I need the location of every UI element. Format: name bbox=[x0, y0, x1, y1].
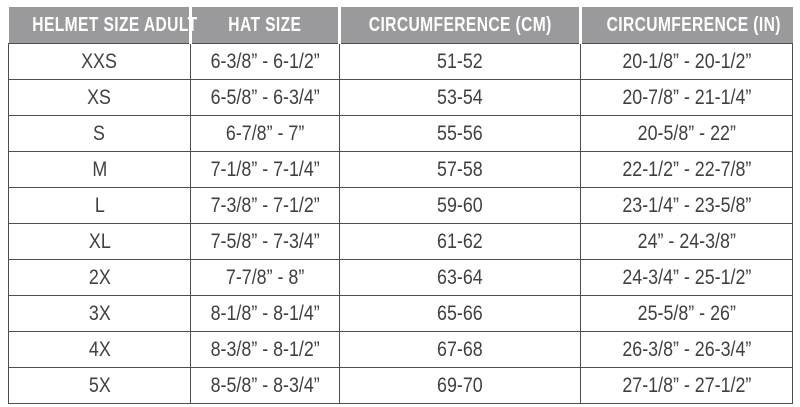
cell-helmet-size bbox=[9, 80, 191, 116]
cell-circumference-cm bbox=[340, 152, 581, 188]
cell-circumference-in bbox=[581, 152, 793, 188]
cell-circumference-in bbox=[581, 296, 793, 332]
table-row bbox=[9, 80, 793, 116]
cell-helmet-size bbox=[9, 332, 191, 368]
cell-circumference-in bbox=[581, 188, 793, 224]
circumference-in-value: 25-5/8” - 26” bbox=[637, 301, 736, 325]
circumference-in-value: 26-3/8” - 26-3/4” bbox=[622, 337, 751, 361]
circumference-in-value: 20-7/8” - 21-1/4” bbox=[622, 85, 751, 109]
hat-size-value: 8-3/8” - 8-1/2” bbox=[210, 337, 320, 361]
cell-circumference-cm bbox=[340, 44, 581, 80]
cell-hat-size bbox=[191, 152, 340, 188]
cell-hat-size bbox=[191, 296, 340, 332]
cell-circumference-in bbox=[581, 44, 793, 80]
table-body bbox=[9, 44, 793, 404]
helmet-size-value: XL bbox=[88, 229, 111, 253]
cell-hat-size bbox=[191, 368, 340, 404]
helmet-size-value: 3X bbox=[88, 301, 111, 325]
hat-size-value: 7-7/8” - 8” bbox=[225, 265, 305, 289]
hat-size-value: 8-1/8” - 8-1/4” bbox=[210, 301, 320, 325]
header-row bbox=[9, 7, 793, 44]
helmet-size-value: L bbox=[94, 193, 105, 217]
cell-helmet-size bbox=[9, 224, 191, 260]
cell-helmet-size bbox=[9, 44, 191, 80]
col-header-circumference-cm bbox=[340, 7, 581, 44]
circumference-cm-value: 63-64 bbox=[437, 265, 483, 289]
cell-hat-size bbox=[191, 260, 340, 296]
helmet-size-value: 4X bbox=[88, 337, 111, 361]
col-header-circumference-in bbox=[581, 7, 793, 44]
circumference-cm-value: 55-56 bbox=[437, 121, 483, 145]
col-header-hat-size-label: HAT SIZE bbox=[228, 13, 302, 36]
cell-circumference-in bbox=[581, 80, 793, 116]
cell-helmet-size bbox=[9, 260, 191, 296]
helmet-size-value: 5X bbox=[88, 373, 111, 397]
circumference-in-value: 20-1/8” - 20-1/2” bbox=[622, 49, 751, 73]
table-row bbox=[9, 44, 793, 80]
cell-circumference-cm bbox=[340, 332, 581, 368]
cell-hat-size bbox=[191, 44, 340, 80]
hat-size-value: 6-5/8” - 6-3/4” bbox=[210, 85, 320, 109]
col-header-helmet-size-label: HELMET SIZE ADULT bbox=[31, 13, 198, 36]
circumference-in-value: 24-3/4” - 25-1/2” bbox=[622, 265, 751, 289]
table-row bbox=[9, 332, 793, 368]
cell-circumference-in bbox=[581, 332, 793, 368]
circumference-cm-value: 51-52 bbox=[437, 49, 483, 73]
cell-circumference-cm bbox=[340, 260, 581, 296]
cell-circumference-cm bbox=[340, 296, 581, 332]
hat-size-value: 7-5/8” - 7-3/4” bbox=[210, 229, 320, 253]
helmet-size-value: XXS bbox=[81, 49, 118, 73]
cell-hat-size bbox=[191, 188, 340, 224]
circumference-in-value: 23-1/4” - 23-5/8” bbox=[622, 193, 751, 217]
cell-circumference-cm bbox=[340, 188, 581, 224]
circumference-cm-value: 53-54 bbox=[437, 85, 483, 109]
circumference-cm-value: 67-68 bbox=[437, 337, 483, 361]
cell-circumference-cm bbox=[340, 224, 581, 260]
cell-circumference-in bbox=[581, 368, 793, 404]
cell-helmet-size bbox=[9, 152, 191, 188]
hat-size-value: 7-3/8” - 7-1/2” bbox=[210, 193, 320, 217]
circumference-cm-value: 65-66 bbox=[437, 301, 483, 325]
circumference-cm-value: 61-62 bbox=[437, 229, 483, 253]
hat-size-value: 8-5/8” - 8-3/4” bbox=[210, 373, 320, 397]
table-row bbox=[9, 296, 793, 332]
table-row bbox=[9, 188, 793, 224]
col-header-hat-size bbox=[191, 7, 340, 44]
circumference-cm-value: 69-70 bbox=[437, 373, 483, 397]
cell-hat-size bbox=[191, 224, 340, 260]
col-header-helmet-size bbox=[9, 7, 198, 44]
table-row bbox=[9, 152, 793, 188]
cell-circumference-cm bbox=[340, 116, 581, 152]
helmet-size-value: 2X bbox=[88, 265, 111, 289]
hat-size-value: 6-7/8” - 7” bbox=[225, 121, 305, 145]
table-row bbox=[9, 260, 793, 296]
circumference-cm-value: 59-60 bbox=[437, 193, 483, 217]
col-header-circumference-in-label: CIRCUMFERENCE (IN) bbox=[606, 13, 781, 36]
hat-size-value: 6-3/8” - 6-1/2” bbox=[210, 49, 320, 73]
helmet-size-table bbox=[8, 7, 793, 404]
circumference-in-value: 22-1/2” - 22-7/8” bbox=[622, 157, 751, 181]
circumference-cm-value: 57-58 bbox=[437, 157, 483, 181]
cell-circumference-cm bbox=[340, 368, 581, 404]
cell-hat-size bbox=[191, 80, 340, 116]
table-row bbox=[9, 368, 793, 404]
circumference-in-value: 20-5/8” - 22” bbox=[637, 121, 736, 145]
cell-hat-size bbox=[191, 332, 340, 368]
table-header bbox=[9, 7, 793, 44]
col-header-circumference-cm-label: CIRCUMFERENCE (CM) bbox=[368, 13, 552, 36]
hat-size-value: 7-1/8” - 7-1/4” bbox=[210, 157, 320, 181]
helmet-size-value: S bbox=[93, 121, 106, 145]
table-row bbox=[9, 224, 793, 260]
cell-circumference-cm bbox=[340, 80, 581, 116]
helmet-size-value: M bbox=[92, 157, 107, 181]
cell-circumference-in bbox=[581, 224, 793, 260]
cell-helmet-size bbox=[9, 368, 191, 404]
cell-helmet-size bbox=[9, 116, 191, 152]
table-row bbox=[9, 116, 793, 152]
circumference-in-value: 24” - 24-3/8” bbox=[637, 229, 736, 253]
circumference-in-value: 27-1/8” - 27-1/2” bbox=[622, 373, 751, 397]
cell-hat-size bbox=[191, 116, 340, 152]
cell-circumference-in bbox=[581, 260, 793, 296]
cell-helmet-size bbox=[9, 296, 191, 332]
helmet-size-value: XS bbox=[87, 85, 112, 109]
cell-helmet-size bbox=[9, 188, 191, 224]
cell-circumference-in bbox=[581, 116, 793, 152]
